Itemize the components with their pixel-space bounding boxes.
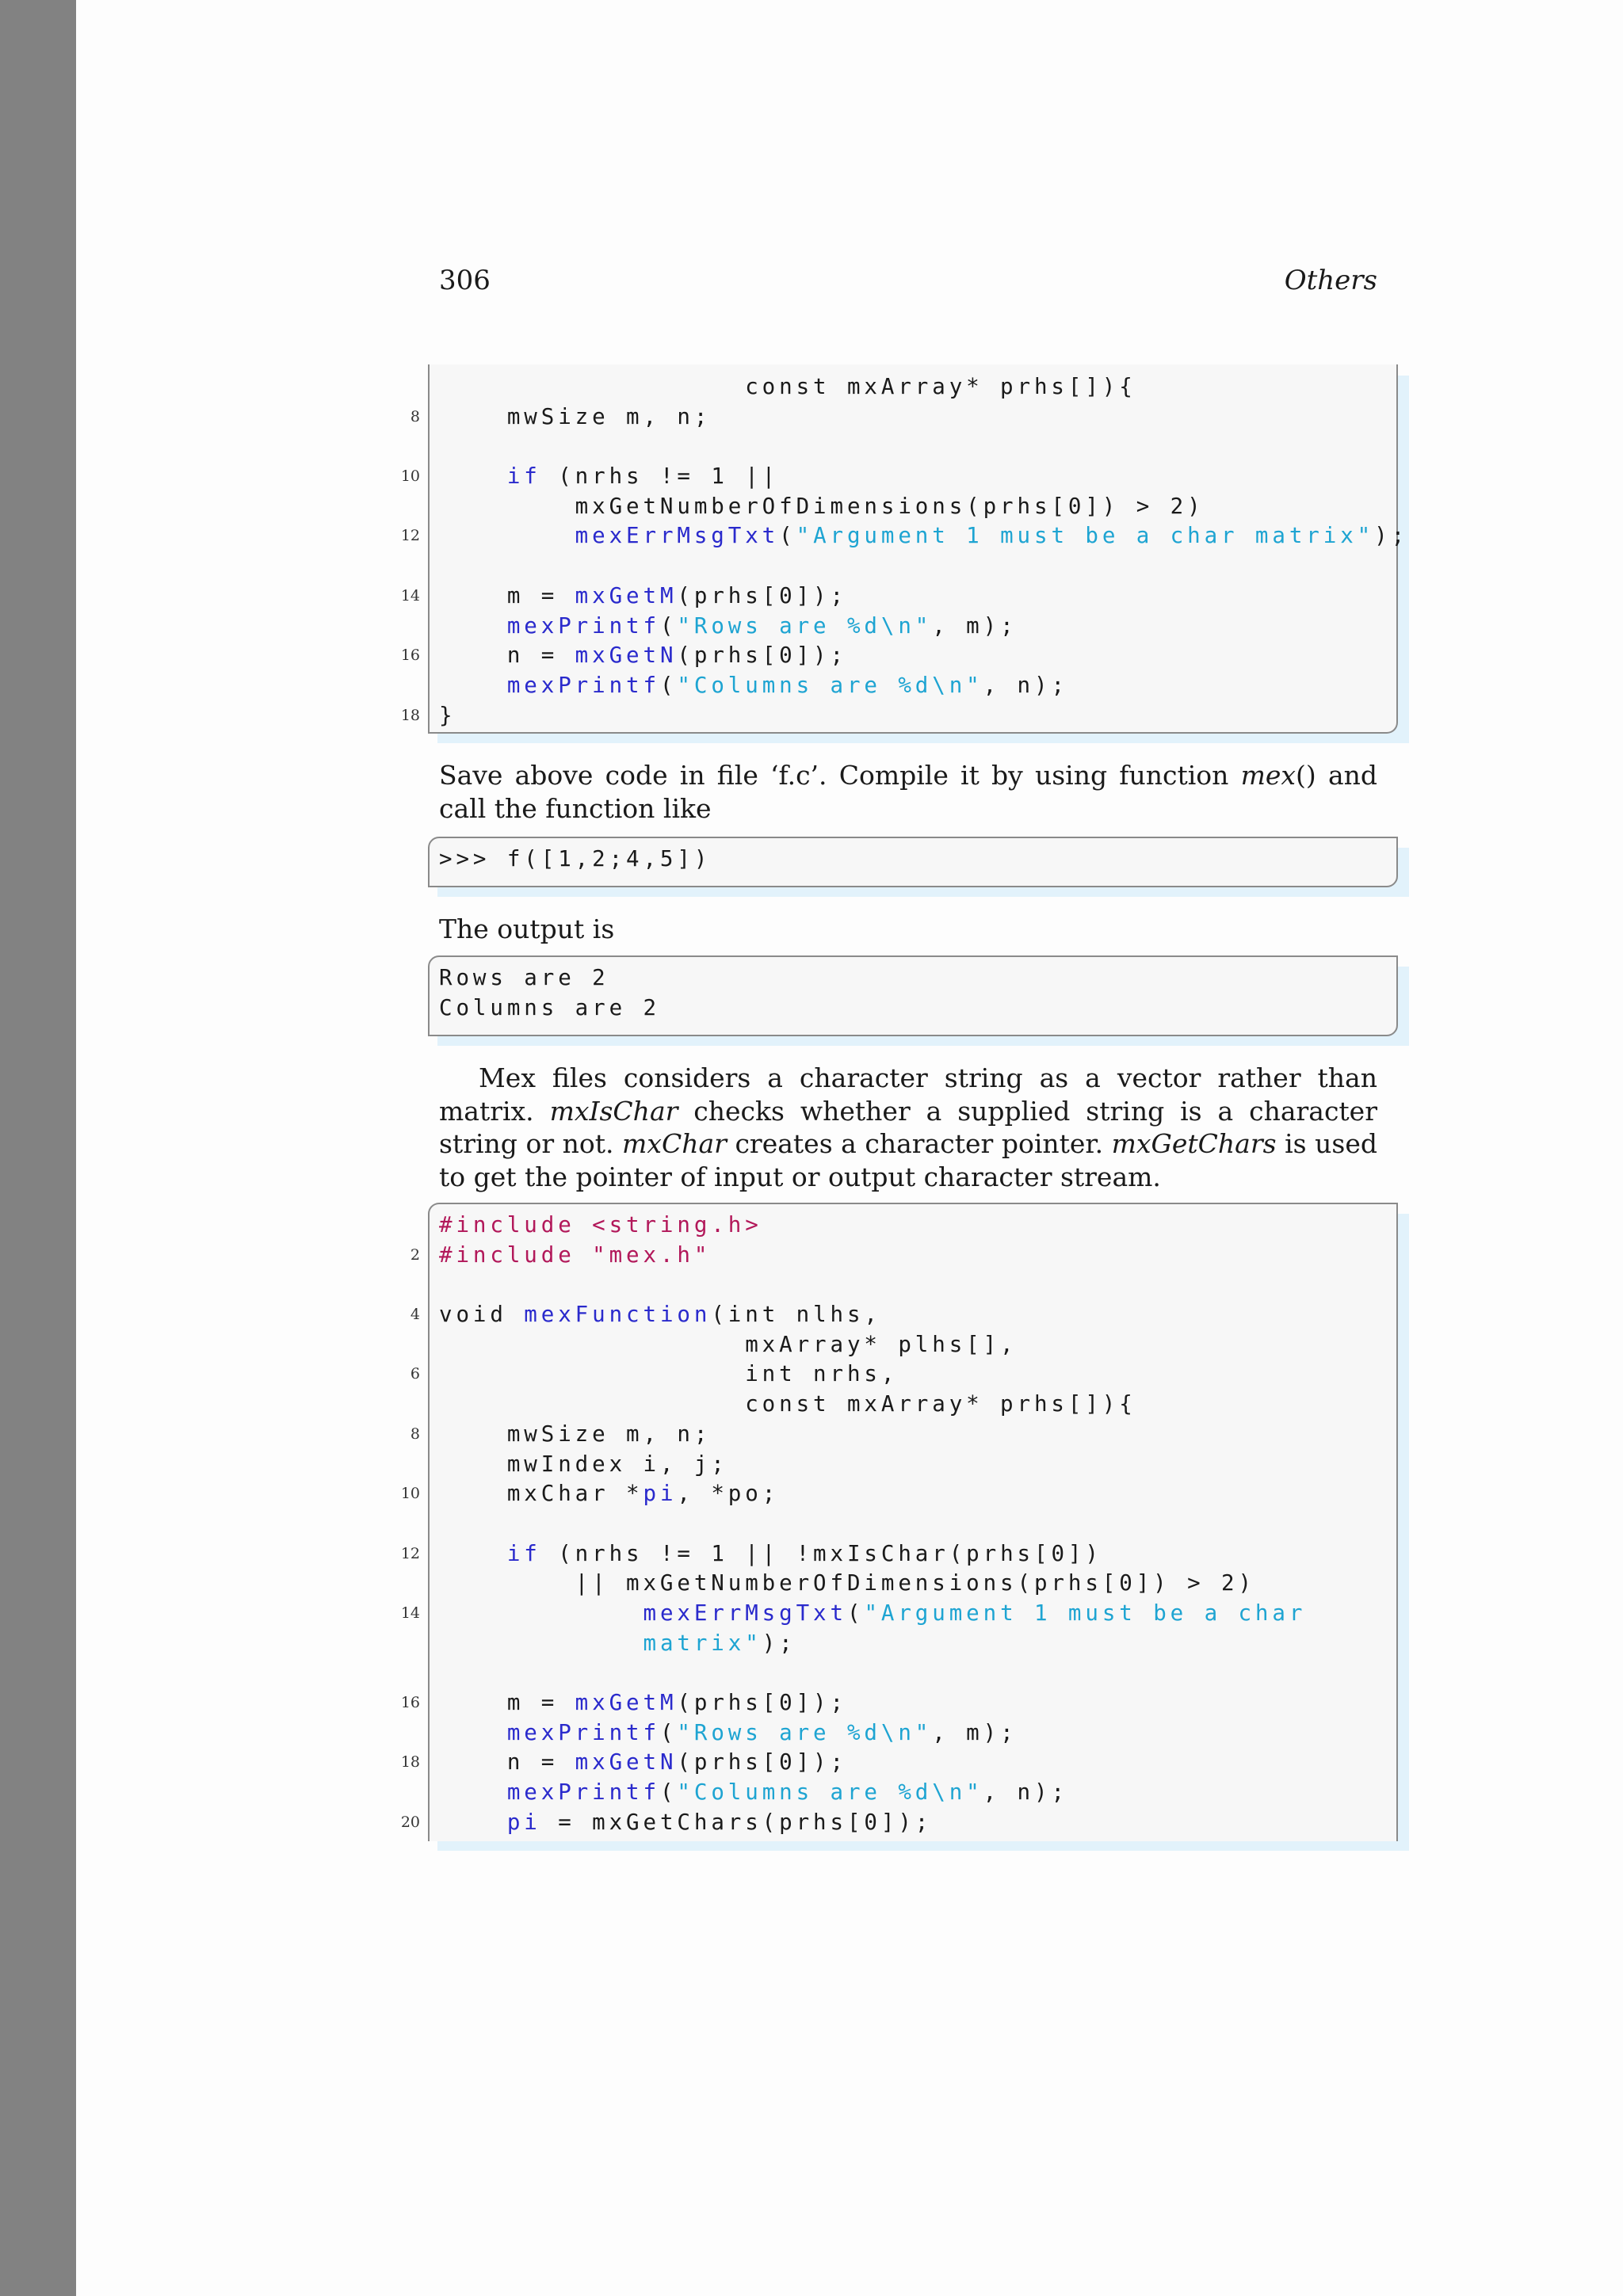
- code-token: Rows are 2: [439, 965, 609, 990]
- code-line: [410, 1420, 1306, 1450]
- code-token: (: [659, 1719, 678, 1745]
- paragraph-text: is used to get the pointer of input or output character stream.: [439, 1128, 1377, 1192]
- code-token: (: [846, 1600, 865, 1626]
- code-token: int nrhs,: [439, 1361, 899, 1387]
- code-token: [439, 613, 507, 639]
- code-token: mexFunction: [524, 1302, 712, 1328]
- code-token: , m);: [932, 1719, 1018, 1745]
- code-line: [439, 671, 1408, 701]
- code-line: [410, 1241, 1306, 1271]
- code-lines: [400, 372, 1409, 730]
- code-token: (prhs[0]);: [677, 1690, 847, 1715]
- code-token: mxGetM: [575, 582, 678, 608]
- code-token: "Columns are %d\n": [677, 672, 983, 698]
- code-token: >>> f([1,2;4,5]): [439, 846, 712, 871]
- code-token: [439, 673, 507, 698]
- code-line: [439, 492, 1408, 522]
- code-line: [439, 845, 711, 875]
- code-line: [400, 462, 1408, 492]
- code-line: [400, 701, 1408, 731]
- line-number: 16: [400, 646, 420, 665]
- code-token: , n);: [983, 1779, 1068, 1806]
- code-token: mxGetNumberOfDimensions(prhs[0]) > 2): [439, 493, 1205, 519]
- code-token: mexPrintf: [506, 612, 660, 639]
- code-line: [439, 432, 1408, 462]
- code-line: [400, 1479, 1306, 1509]
- code-token: mexPrintf: [506, 672, 660, 698]
- code-line: [400, 1599, 1307, 1629]
- code-line: [439, 1778, 1306, 1808]
- code-line: [439, 551, 1408, 582]
- code-token: [439, 1600, 643, 1626]
- code-line: [439, 612, 1408, 642]
- code-line: [400, 521, 1409, 551]
- code-token: pi: [506, 1809, 541, 1835]
- code-line: [410, 1360, 1306, 1390]
- paragraph-text: Save above code in file ‘f.c’. Compile it by using function: [439, 760, 1241, 791]
- line-number: 8: [410, 407, 420, 425]
- code-token: mwSize m, n;: [439, 1421, 712, 1447]
- code-token: (: [659, 672, 678, 698]
- code-line: [439, 372, 1408, 402]
- code-line: [439, 1211, 1306, 1241]
- code-token: mxGetM: [575, 1690, 678, 1715]
- code-token: mxGetN: [575, 643, 678, 669]
- code-token: mwSize m, n;: [439, 403, 712, 429]
- code-token: [439, 1630, 643, 1656]
- code-line: [439, 1658, 1306, 1688]
- code-line: [439, 1330, 1306, 1360]
- code-token: mxGetN: [575, 1749, 678, 1775]
- code-line: [400, 582, 1408, 612]
- term-mxgetchars: mxGetChars: [1111, 1128, 1277, 1159]
- code-token: [439, 1810, 507, 1835]
- function-name: mex: [1240, 760, 1296, 791]
- line-number: 16: [400, 1694, 420, 1711]
- code-line: [400, 1539, 1306, 1569]
- code-token: mxArray* plhs[],: [439, 1331, 1018, 1357]
- code-listing-string: [400, 1203, 1398, 1841]
- code-listing-continued: [400, 364, 1409, 734]
- line-number: 10: [400, 467, 420, 486]
- code-token: mxChar *: [439, 1481, 643, 1507]
- code-line: [439, 1270, 1306, 1300]
- code-token: );: [762, 1630, 796, 1656]
- code-line: [439, 1450, 1306, 1480]
- code-token: "Rows are %d\n": [677, 612, 933, 639]
- code-token: || mxGetNumberOfDimensions(prhs[0]) > 2): [439, 1570, 1255, 1596]
- line-number: 12: [400, 1544, 420, 1562]
- line-number: 18: [400, 706, 420, 724]
- code-token: n =: [439, 643, 575, 669]
- running-title: Others: [1284, 265, 1377, 296]
- term-mxchar: mxChar: [622, 1128, 727, 1159]
- code-line: [439, 1569, 1306, 1599]
- code-line: [400, 641, 1408, 671]
- code-token: mexErrMsgTxt: [575, 523, 780, 549]
- code-token: (prhs[0]);: [677, 582, 847, 608]
- code-lines: [439, 963, 660, 1023]
- code-token: "Argument 1 must be a char matrix": [796, 523, 1375, 549]
- code-token: mexErrMsgTxt: [643, 1600, 847, 1626]
- code-token: const mxArray* prhs[]){: [439, 1391, 1136, 1417]
- paragraph-compile: [439, 759, 1377, 825]
- code-line: [439, 1390, 1306, 1420]
- code-token: [439, 1720, 507, 1745]
- code-token: #include <string.h>: [439, 1212, 762, 1238]
- line-number: 6: [410, 1365, 420, 1383]
- code-token: void: [439, 1302, 525, 1328]
- code-token: , m);: [932, 612, 1018, 639]
- code-line: [439, 1509, 1306, 1539]
- code-token: const mxArray* prhs[]){: [439, 374, 1136, 399]
- paragraph-output-intro: The output is: [439, 913, 615, 944]
- line-number: 18: [400, 1753, 420, 1772]
- code-line: [410, 402, 1408, 433]
- code-token: m =: [439, 1690, 575, 1715]
- code-token: [439, 1779, 507, 1805]
- code-token: = mxGetChars(prhs[0]);: [540, 1809, 933, 1835]
- paragraph-mex-strings: [439, 1062, 1377, 1193]
- code-token: , *po;: [677, 1481, 780, 1507]
- paragraph-text: Mex files considers a character string as a vector rather than matrix.: [439, 1062, 1377, 1127]
- code-token: [439, 1541, 507, 1566]
- code-token: (nrhs != 1 || !mxIsChar(prhs[0]): [540, 1540, 1102, 1566]
- code-token: pi: [643, 1481, 678, 1507]
- code-token: (: [659, 1779, 678, 1806]
- code-line: [410, 1300, 1306, 1330]
- code-token: [439, 463, 507, 489]
- line-number: 14: [400, 1604, 420, 1622]
- paragraph-text: checks whether a supplied string is a character string or not.: [439, 1095, 1377, 1159]
- code-call-example: [428, 837, 1398, 887]
- code-token: matrix": [643, 1630, 762, 1656]
- paragraph-text: creates a character pointer.: [726, 1128, 1112, 1159]
- line-number: 4: [410, 1306, 420, 1324]
- code-token: if: [506, 1540, 541, 1566]
- code-token: mwIndex i, j;: [439, 1451, 728, 1477]
- line-number: 12: [400, 527, 420, 545]
- code-token: #include "mex.h": [439, 1241, 712, 1268]
- line-number: 10: [400, 1485, 420, 1503]
- paragraph-text: () and call the function like: [439, 760, 1378, 824]
- code-token: "Rows are %d\n": [677, 1719, 933, 1745]
- left-margin-bar: [0, 0, 76, 2296]
- code-line: [400, 1808, 1306, 1838]
- code-token: if: [506, 463, 541, 490]
- line-number: 2: [410, 1245, 420, 1264]
- code-line: [439, 994, 660, 1024]
- code-token: (prhs[0]);: [677, 643, 847, 669]
- code-lines: [439, 845, 711, 875]
- line-number: 8: [410, 1425, 420, 1443]
- code-token: (prhs[0]);: [677, 1749, 847, 1775]
- code-token: "Argument 1 must be a char: [864, 1600, 1307, 1626]
- code-token: Columns are 2: [439, 994, 660, 1020]
- page-number: 306: [439, 265, 491, 296]
- code-token: (nrhs != 1 ||: [540, 463, 780, 490]
- code-line: [439, 963, 660, 994]
- code-token: n =: [439, 1749, 575, 1775]
- code-output: [428, 955, 1398, 1036]
- code-token: m =: [439, 582, 575, 608]
- code-token: , n);: [983, 672, 1068, 698]
- code-token: );: [1374, 523, 1409, 549]
- code-token: }: [439, 702, 456, 728]
- code-token: (: [659, 612, 678, 639]
- code-line: [400, 1748, 1306, 1778]
- code-line: [439, 1718, 1306, 1749]
- code-line: [400, 1688, 1306, 1718]
- code-line: [439, 1629, 1306, 1659]
- code-token: "Columns are %d\n": [677, 1779, 983, 1806]
- line-number: 14: [400, 586, 420, 605]
- code-token: mexPrintf: [506, 1719, 660, 1745]
- line-number: 20: [400, 1813, 420, 1831]
- code-lines: [400, 1211, 1307, 1837]
- term-mxischar: mxIsChar: [549, 1095, 678, 1127]
- code-token: [439, 523, 575, 548]
- code-token: mexPrintf: [506, 1779, 660, 1806]
- code-token: (: [779, 523, 796, 549]
- code-token: (int nlhs,: [711, 1302, 881, 1328]
